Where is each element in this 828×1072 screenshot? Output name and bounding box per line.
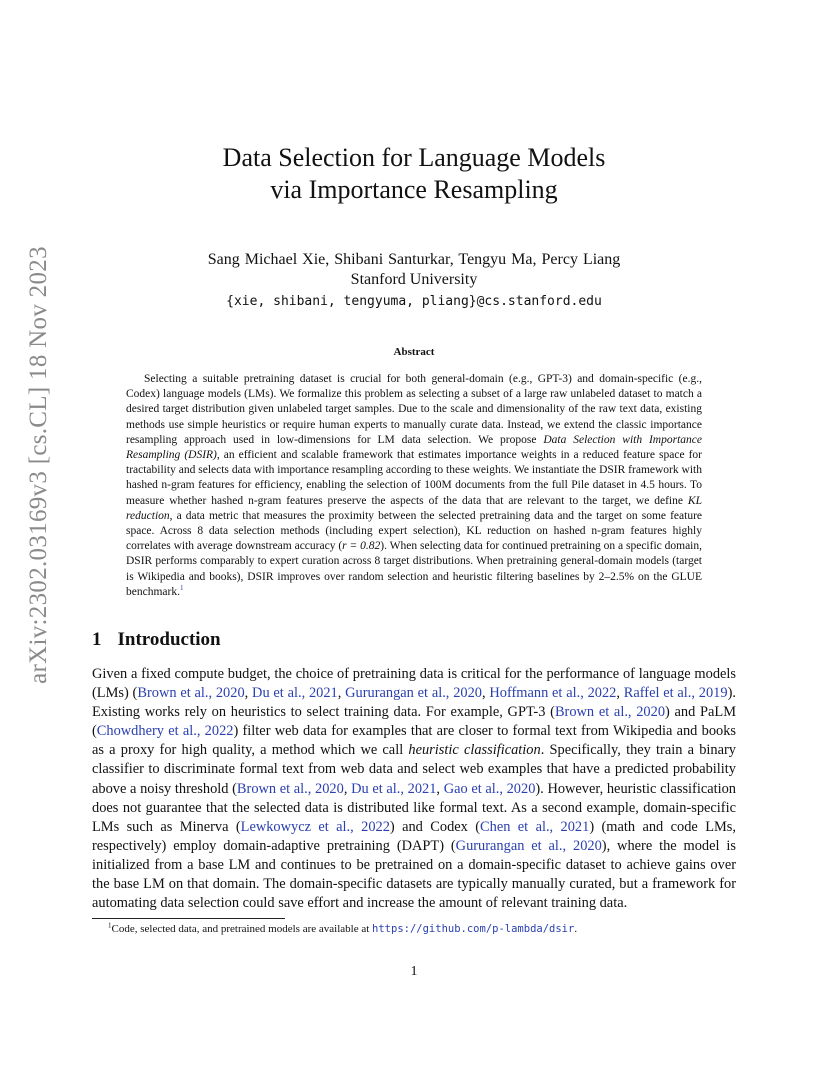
footnote-divider: [92, 918, 285, 919]
citation-link[interactable]: Gao et al., 2020: [443, 780, 536, 797]
citation-link[interactable]: Hoffmann et al., 2022: [489, 685, 617, 702]
title-line-2: via Importance Resampling: [270, 175, 558, 204]
citation-link[interactable]: Du et al., 2021: [252, 685, 338, 702]
intro-text: ) and PaLM (: [92, 704, 736, 740]
abstract-part-3: , a data metric that measures the proximity between the selected pretraining data and the target on some feature space. Across 8 data selection methods (including expert selection), KL reduction on hashed n-gram features highly correlates with average downstream accuracy (: [126, 509, 702, 553]
intro-text: ) filter web data for examples that are closer to formal text from Wikipedia and books as a proxy for high quality, a method which we call: [92, 723, 736, 759]
section-number: 1: [92, 629, 102, 650]
section-heading: [92, 629, 221, 651]
footnote-text: Code, selected data, and pretrained models are available at: [111, 923, 373, 935]
abstract-kl-term: KL reduction: [126, 494, 702, 522]
abstract-part-2: , an efficient and scalable framework that estimates importance weights in a reduced feature space for tractability and selects data with importance resampling according to these weights. We instantiate the DSIR framework with hashed n-gram features for efficiency, enabling the selection of 100M documents from the full Pile dataset in 4.5 hours. To measure whether hashed n-gram features preserve the aspects of the data that are relevant to the target, we define: [126, 449, 702, 507]
section-title: Introduction: [117, 629, 221, 650]
author-emails: {xie, shibani, tengyuma, pliang}@cs.stanford.edu: [226, 294, 602, 309]
paper-title: [92, 142, 736, 206]
intro-text: ). Existing works rely on heuristics to select training data. For example, GPT-3 (: [92, 685, 736, 721]
citation-link[interactable]: Gururangan et al., 2020: [455, 837, 602, 854]
intro-text: ), where the model is initialized from a base LM and continues to be pretrained on a domain-specific dataset to achieve gains over the base LM on that domain. The domain-specific datasets are typically manually curated, but a framework for automating data selection could save effort and increase the amount of relevant training data.: [92, 837, 736, 912]
affiliation: Stanford University: [350, 271, 478, 288]
citation-link[interactable]: Chowdhery et al., 2022: [96, 723, 234, 740]
intro-paragraph: [92, 665, 736, 913]
citation-link[interactable]: Gururangan et al., 2020: [345, 685, 482, 702]
intro-italic-term: heuristic classification: [408, 742, 541, 759]
abstract-heading: Abstract: [393, 346, 435, 358]
citation-link[interactable]: Raffel et al., 2019: [623, 685, 728, 702]
footnote: [92, 922, 736, 936]
intro-text: ) and Codex (: [389, 818, 481, 835]
abstract-text: [126, 372, 702, 600]
footnote-url-link[interactable]: https://github.com/p-lambda/dsir: [372, 923, 575, 935]
author-names: Sang Michael Xie, Shibani Santurkar, Tengyu Ma, Percy Liang: [207, 251, 621, 268]
page-number: 1: [410, 964, 418, 979]
abstract-dsir-term: Data Selection with Importance Resampling (DSIR): [126, 433, 702, 462]
intro-text: ,: [481, 685, 490, 702]
intro-text: ,: [337, 685, 346, 702]
abstract-r-value: r = 0.82: [342, 540, 381, 553]
footnote-marker-link[interactable]: 1: [179, 584, 184, 593]
arxiv-stamp-text: arXiv:2302.03169v3 [cs.CL] 18 Nov 2023: [25, 246, 52, 684]
intro-text: ,: [616, 685, 624, 702]
title-line-1: Data Selection for Language Models: [222, 143, 606, 172]
intro-text: ) (math and code LMs, respectively) employ domain-adaptive pretraining (DAPT) (: [92, 818, 736, 854]
intro-text: ,: [436, 780, 444, 797]
citation-link[interactable]: Du et al., 2021: [351, 780, 437, 797]
intro-text: Given a fixed compute budget, the choice of pretraining data is critical for the performance of language models (LMs) (: [92, 666, 736, 702]
intro-text: ,: [343, 780, 352, 797]
citation-link[interactable]: Brown et al., 2020: [236, 780, 344, 797]
footnote-number: 1: [108, 921, 112, 930]
citation-link[interactable]: Brown et al., 2020: [137, 685, 245, 702]
citation-link[interactable]: Lewkowycz et al., 2022: [240, 818, 390, 835]
intro-text: ). However, heuristic classification does not guarantee that the selected data is distributed like formal text. As a second example, domain-specific LMs such as Minerva (: [92, 780, 736, 835]
footnote-end: .: [574, 923, 578, 935]
intro-text: ,: [244, 685, 253, 702]
intro-text: . Specifically, they train a binary classifier to discriminate formal text from web data and select web examples that have a predicted probability above a noisy threshold (: [92, 742, 736, 797]
abstract-part-1: Selecting a suitable pretraining dataset is crucial for both general-domain (e.g., GPT-3) and domain-specific (e.g., Codex) language models (LMs). We formalize this problem as selecting a subset of a large raw unlabeled dataset to match a desired target distribution given unlabeled target samples. Due to the scale and dimensionality of the raw text data, existing methods use simple heuristics or require human experts to manually curate data. Instead, we extend the classic importance resampling approach used in low-dimensions for LM data selection. We propose: [126, 373, 702, 446]
citation-link[interactable]: Brown et al., 2020: [554, 704, 666, 721]
author-block: [92, 250, 736, 312]
citation-link[interactable]: Chen et al., 2021: [480, 818, 590, 835]
arxiv-identifier-stamp: [0, 0, 60, 1072]
abstract-part-4: ). When selecting data for continued pretraining on a specific domain, DSIR performs comparably to expert curation across 8 target distributions. When pretraining general-domain models (target is Wikipedia and books), DSIR improves over random selection and heuristic filtering baselines by 2–2.5% on the GLUE benchmark.: [126, 540, 702, 598]
